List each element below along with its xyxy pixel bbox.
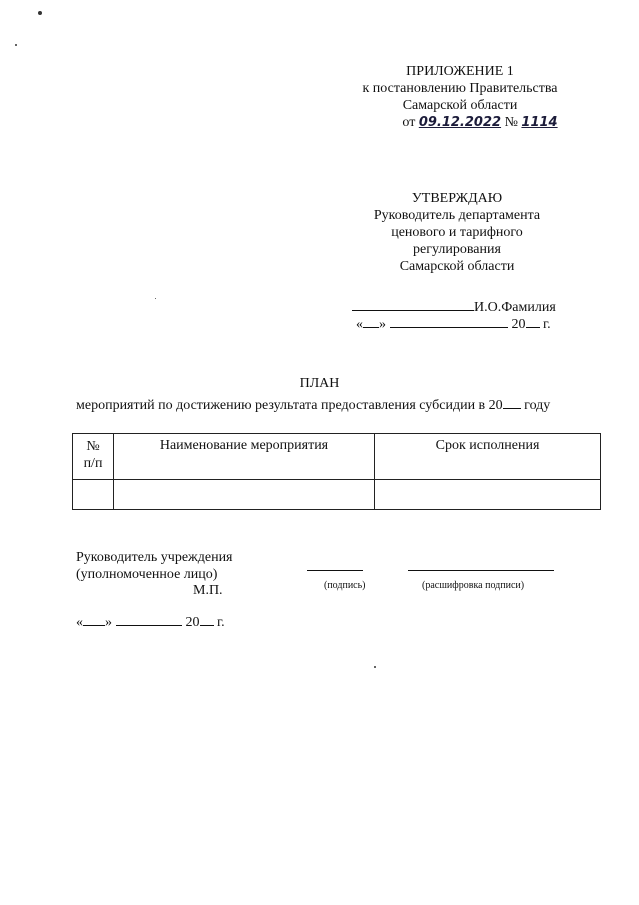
year-blank xyxy=(503,395,521,409)
year-blank xyxy=(200,612,214,626)
table-cell[interactable] xyxy=(375,480,601,510)
appendix-line-1: к постановлению Правительства xyxy=(362,81,558,96)
plan-subtitle xyxy=(76,395,606,414)
year-prefix: 20 xyxy=(511,317,526,332)
table-header-row xyxy=(73,434,601,480)
appendix-date-line xyxy=(370,114,590,131)
plan-subtitle-text: мероприятий по достижению результата предоставления субсидии в 20 xyxy=(76,398,503,413)
appendix-line-2: Самарской области xyxy=(402,98,518,113)
table-cell[interactable] xyxy=(73,480,114,510)
appendix-block xyxy=(330,63,590,131)
date-prefix: от xyxy=(402,115,416,130)
header-deadline: Срок исполнения xyxy=(375,434,601,480)
table-cell[interactable] xyxy=(114,480,375,510)
header-number-sign: № xyxy=(86,439,100,454)
quote-open: « xyxy=(356,317,363,332)
quote-close: » xyxy=(105,615,112,630)
handwritten-date: 09.12.2022 xyxy=(418,115,502,130)
header-number-pp: п/п xyxy=(83,456,103,471)
appendix-title: ПРИЛОЖЕНИЕ 1 xyxy=(406,64,514,79)
decode-caption: (расшифровка подписи) xyxy=(422,580,525,591)
scan-speck xyxy=(374,666,376,668)
signature-caption: (подпись) xyxy=(324,580,366,591)
stamp-place: М.П. xyxy=(193,583,223,598)
approval-block xyxy=(350,190,564,275)
month-blank xyxy=(116,612,182,626)
approval-date-line xyxy=(356,314,576,333)
signer-name: И.О.Фамилия xyxy=(474,300,556,315)
day-blank xyxy=(83,612,105,626)
scan-speck xyxy=(155,298,156,299)
year-prefix: 20 xyxy=(185,615,200,630)
quote-open: « xyxy=(76,615,83,630)
header-number xyxy=(73,434,114,480)
year-blank xyxy=(526,314,540,328)
day-blank xyxy=(363,314,379,328)
signer-line-1: Руководитель учреждения xyxy=(76,550,233,565)
plan-title: ПЛАН xyxy=(299,376,340,391)
approval-line-2: ценового и тарифного xyxy=(391,225,523,240)
scan-speck xyxy=(15,44,17,46)
approval-title: УТВЕРЖДАЮ xyxy=(411,191,503,206)
plan-subtitle-end: году xyxy=(524,398,551,413)
handwritten-number: 1114 xyxy=(521,115,558,130)
signer-line-2: (уполномоченное лицо) xyxy=(76,567,218,582)
signer-block xyxy=(76,549,233,583)
quote-close: » xyxy=(379,317,386,332)
signature-blank xyxy=(352,297,474,311)
decode-field[interactable] xyxy=(408,570,554,571)
approval-line-4: Самарской области xyxy=(399,259,515,274)
month-blank xyxy=(390,314,508,328)
header-activity: Наименование мероприятия xyxy=(114,434,375,480)
plan-table xyxy=(72,433,601,510)
signature-field[interactable] xyxy=(307,570,363,571)
approval-line-3: регулирования xyxy=(413,242,501,257)
year-suffix: г. xyxy=(217,615,225,630)
year-suffix: г. xyxy=(543,317,551,332)
scan-speck xyxy=(38,11,42,15)
number-sign: № xyxy=(504,115,518,130)
approval-line-1: Руководитель департамента xyxy=(373,208,541,223)
footer-date-line xyxy=(76,612,225,631)
table-row xyxy=(73,480,601,510)
